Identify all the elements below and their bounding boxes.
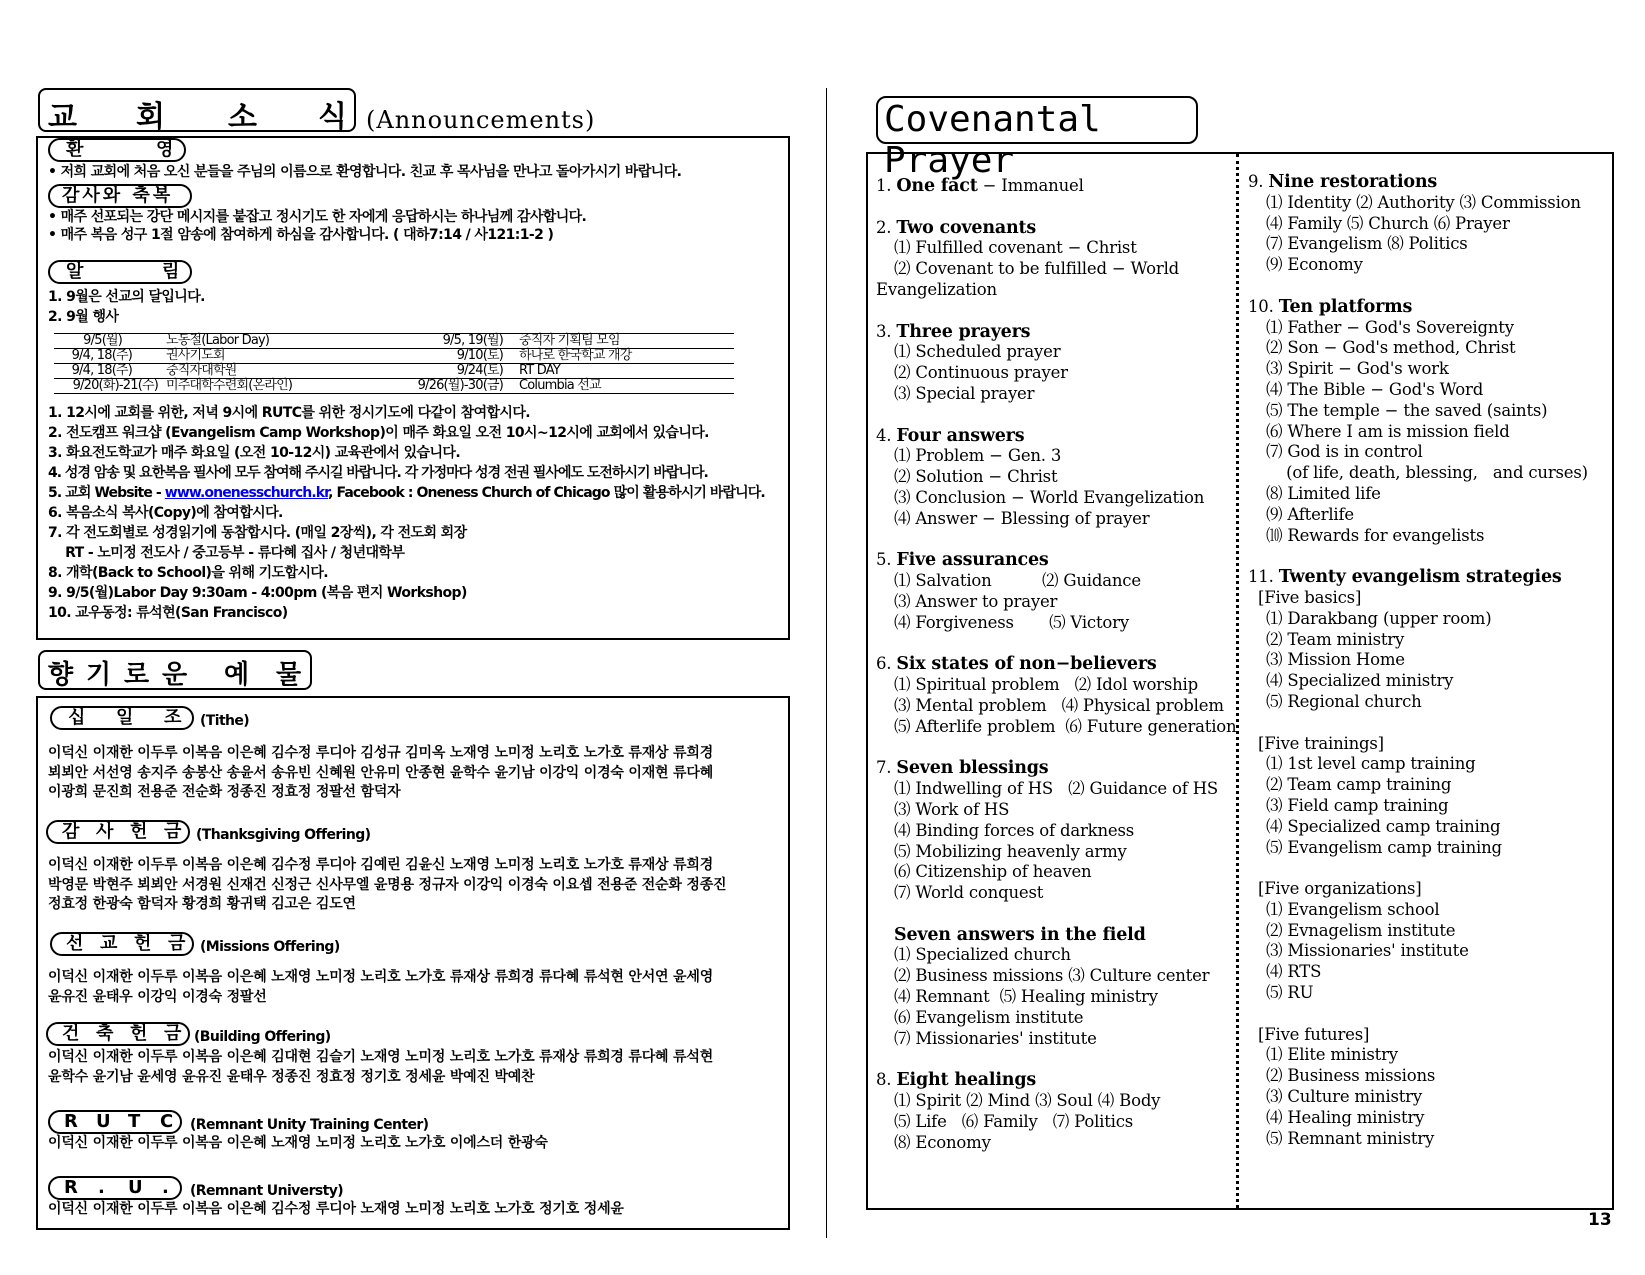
prayer-item: [Five futures] [1258,1024,1370,1044]
prayer-item: ⑺ Missionaries' institute [894,1028,1097,1048]
missions-en: (Missions Offering) [200,939,340,955]
table-row: 9/20(화)-21(수) 미주대학수련회(온라인) 9/26(월)-30(금) Columbia 선교 [54,379,734,394]
welcome-text: • 저희 교회에 처음 오신 분들을 주님의 이름으로 환영합니다. 친교 후 목사님을 만나고 돌아가시기 바랍니다. [48,164,682,180]
table-row: 9/4, 18(주) 권사기도회 9/10(토) 하나로 한국학교 개강 [54,349,734,364]
prayer-section-heading: 7. Seven blessings [876,758,1049,779]
prayer-item: ⑶ Work of HS [894,799,1010,819]
prayer-item: ⑶ Special prayer [894,383,1035,403]
prayer-item: ⑶ Culture ministry [1266,1087,1422,1107]
prayer-item: ⑼ Afterlife [1266,504,1354,524]
prayer-item: ⑸ Regional church [1266,691,1422,711]
prayer-item [1248,1004,1608,1025]
prayer-item: ⑵ Continuous prayer [894,363,1068,383]
prayer-section-heading: 5. Five assurances [876,550,1049,571]
prayer-item: ⑵ Son − God's method, Christ [1266,338,1516,358]
prayer-item: ⑶ Missionaries' institute [1266,941,1469,961]
page-number: 13 [1588,1210,1612,1230]
ru-names: 이덕신 이재한 이두루 이복음 이은혜 김수정 루디아 노재영 노미정 노리호 노가호 정기호 정세윤 [48,1201,624,1217]
prayer-item: ⑷ Specialized ministry [1266,671,1454,691]
tithe-names: 이덕신 이재한 이두루 이복음 이은혜 김수정 루디아 김성규 김미옥 노재영 노미정 노리호 노가호 류재상 류희경 뵈뵈안 서선영 송지주 송봉산 송윤서 송유빈 신혜원 안유미 안종현 윤학수 윤기남 이강익 이경숙 이재현 류다혜 이광희 문진희 전용준 전순화 정종진 정효정 정팔선 함덕자 [48,745,714,800]
prayer-item: ⑸ Remnant ministry [1266,1128,1435,1148]
rutc-label: R U T C [48,1110,182,1134]
prayer-item: ⑴ Scheduled prayer [894,342,1061,362]
rutc-names: 이덕신 이재한 이두루 이복음 이은혜 노재영 노미정 노리호 노가호 이에스더 한광숙 [48,1135,548,1151]
prayer-item: [Five organizations] [1258,879,1422,899]
prayer-item: ⑵ Evnagelism institute [1266,920,1456,940]
thanksgiving-names: 이덕신 이재한 이두루 이복음 이은혜 김수정 루디아 김예린 김윤신 노재영 노미정 노리호 노가호 류재상 류희경 박영문 박현주 뵈뵈안 서경원 신재건 신정근 신사무엘 윤명용 정규자 이강익 이경숙 이요셉 전용준 전순화 정종진 정효정 한광숙 함덕자 황경희 황귀택 김고은 김도연 [48,857,727,912]
prayer-item: ⑷ Forgiveness ⑸ Victory [894,612,1129,632]
prayer-item: ⑴ Father − God's Sovereignty [1266,317,1514,337]
prayer-item: ⑷ Binding forces of darkness [894,820,1134,840]
tithe-label: 십 일 조 [50,706,194,730]
notice-item: 7. 각 전도회별로 성경읽기에 동참합시다. (매일 2장씩), 각 전도회 회장 [48,525,467,541]
covenantal-prayer-title-box [876,96,1198,181]
prayer-item: ⑴ Problem − Gen. 3 [894,446,1062,466]
prayer-item: ⑵ Covenant to be fulfilled − World [894,259,1180,279]
prayer-section-heading: 10. Ten platforms [1248,296,1413,317]
offering-title-box: 향 기 로 운 예 물 [38,650,312,690]
prayer-item: ⑷ Family ⑸ Church ⑹ Prayer [1266,213,1510,233]
prayer-item: ⑵ Business missions [1266,1066,1436,1086]
prayer-item: ⑷ Specialized camp training [1266,816,1501,836]
title-char: 식 [318,100,347,135]
prayer-item: ⑶ Conclusion − World Evangelization [894,487,1205,507]
prayer-item: ⑶ Mental problem ⑷ Physical problem [894,695,1224,715]
prayer-item: ⑸ Mobilizing heavenly army [894,841,1127,861]
missions-names: 이덕신 이재한 이두루 이복음 이은혜 노재영 노미정 노리호 노가호 류재상 류희경 류다혜 류석현 안서연 윤세영 윤유진 윤태우 이강익 이경숙 정팔선 [48,969,714,1005]
prayer-item [1248,713,1608,734]
prayer-item: ⑸ Life ⑹ Family ⑺ Politics [894,1111,1134,1131]
notice-item: 1. 12시에 교회를 위한, 저녁 9시에 RUTC를 위한 정시기도에 다같이 참여합시다. [48,405,530,421]
building-names: 이덕신 이재한 이두루 이복음 이은혜 김대현 김슬기 노재영 노미정 노리호 노가호 류재상 류희경 류다혜 류석현 윤학수 윤기남 윤세영 윤유진 윤태우 정종진 정효정 정기호 정세윤 박예진 박예찬 [48,1049,714,1085]
prayer-item: ⑵ Team ministry [1266,629,1405,649]
website-link[interactable]: www.onenesschurch.kr [164,485,329,501]
prayer-section-heading: 6. Six states of non−believers [876,654,1157,675]
prayer-item: ⑸ Afterlife problem ⑹ Future generation [894,716,1237,736]
rutc-en: (Remnant Unity Training Center) [190,1117,429,1133]
table-row: 9/4, 18(주) 중직자대학원 9/24(토) RT DAY [54,364,734,379]
prayer-item: ⑸ RU [1266,983,1314,1003]
prayer-item: ⑷ RTS [1266,962,1322,982]
prayer-item: ⑴ Spirit ⑵ Mind ⑶ Soul ⑷ Body [894,1091,1161,1111]
page-fold-divider [826,88,827,1238]
notice-item: 10. 교우동정: 류석현(San Francisco) [48,605,288,621]
prayer-item: ⑴ Salvation ⑵ Guidance [894,571,1141,591]
prayer-item: ⑷ The Bible − God's Word [1266,379,1484,399]
prayer-item: ⑹ Where I am is mission field [1266,421,1510,441]
title-char: 소 [228,100,257,135]
prayer-column-right [1248,172,1608,1149]
prayer-item: ⑻ Limited life [1266,483,1381,503]
prayer-item: ⑷ Remnant ⑸ Healing ministry [894,987,1158,1007]
prayer-item: ⑴ Elite ministry [1266,1045,1398,1065]
prayer-item: ⑴ Fulfilled covenant − Christ [894,238,1137,258]
prayer-item: (of life, death, blessing, and curses) [1266,463,1588,483]
notice-item-website: 5. 교회 Website - www.onenesschurch.kr, Facebook : Oneness Church of Chicago 많이 활용하시기 바랍니다. [48,485,765,501]
prayer-column-left [876,176,1237,1153]
tithe-en: (Tithe) [200,713,250,729]
table-row: 9/5(월) 노동절(Labor Day) 9/5, 19(월) 중직자 기획팀 모임 [54,334,734,349]
prayer-section-heading: 8. Eight healings [876,1070,1037,1091]
notice-item: 3. 화요전도학교가 매주 화요일 (오전 10-12시) 교육관에서 있습니다. [48,445,461,461]
announcements-title-box [38,88,356,135]
notice-item: 2. 전도캠프 워크샵 (Evangelism Camp Workshop)이 매주 화요일 오전 10시~12시에 교회에서 있습니다. [48,425,709,441]
ru-en: (Remnant Universty) [190,1183,344,1199]
thanksgiving-label: 감 사 헌 금 [46,820,190,844]
prayer-section-heading: 4. Four answers [876,425,1025,446]
prayer-item: ⑴ Specialized church [894,945,1071,965]
prayer-section-heading: 2. Two covenants [876,217,1037,238]
prayer-item: ⑵ Team camp training [1266,775,1452,795]
prayer-item: ⑷ Answer − Blessing of prayer [894,508,1150,528]
column-dotted-divider [1236,154,1239,1208]
events-table [54,333,734,394]
prayer-section-heading: Seven answers in the field [894,924,1146,945]
prayer-item: ⑼ Economy [1266,255,1363,275]
prayer-item: ⑵ Solution − Christ [894,467,1058,487]
prayer-item: ⑴ 1st level camp training [1266,754,1476,774]
prayer-item: ⑶ Mission Home [1266,650,1405,670]
thanks-label: 감사와 축복 [48,184,192,208]
ru-label: R . U . [48,1176,182,1200]
prayer-item: ⑹ Citizenship of heaven [894,862,1092,882]
prayer-item [1248,858,1608,879]
thanks-line: • 매주 선포되는 강단 메시지를 붙잡고 정시기도 한 자에게 응답하시는 하나님께 감사합니다. [48,209,587,225]
prayer-item: ⑴ Identity ⑵ Authority ⑶ Commission [1266,192,1581,212]
prayer-item: ⑴ Spiritual problem ⑵ Idol worship [894,675,1198,695]
title-char: 교 [48,100,77,135]
prayer-item: ⑴ Indwelling of HS ⑵ Guidance of HS [894,779,1219,799]
building-en: (Building Offering) [194,1029,331,1045]
announcements-subtitle: (Announcements) [366,106,596,134]
notice-label: 알 림 [48,260,192,284]
title-char: 회 [136,100,165,135]
prayer-item: ⑶ Answer to prayer [894,591,1058,611]
prayer-item: ⑴ Darakbang (upper room) [1266,608,1492,628]
notice-item: 9. 9/5(월)Labor Day 9:30am - 4:00pm (복음 편지 Workshop) [48,585,467,601]
prayer-item: ⑶ Spirit − God's work [1266,359,1449,379]
thanksgiving-en: (Thanksgiving Offering) [196,827,371,843]
notice-item: RT - 노미정 전도사 / 중고등부 - 류다혜 집사 / 청년대학부 [48,545,405,561]
prayer-item: ⑺ Evangelism ⑻ Politics [1266,234,1468,254]
notice-line: 2. 9월 행사 [48,309,119,325]
notice-item: 8. 개학(Back to School)을 위해 기도합시다. [48,565,329,581]
prayer-item: [Five basics] [1258,587,1362,607]
prayer-item-continuation: Evangelization [876,279,997,299]
prayer-item: ⑹ Evangelism institute [894,1007,1084,1027]
notice-item: 4. 성경 암송 및 요한복음 필사에 모두 참여해 주시길 바랍니다. 각 가정마다 성경 전권 필사에도 도전하시기 바랍니다. [48,465,708,481]
covenantal-prayer-title: Covenantal Prayer [884,99,1101,181]
prayer-item: ⑷ Healing ministry [1266,1107,1425,1127]
prayer-item: ⑺ God is in control [1266,442,1423,462]
prayer-section-heading: 3. Three prayers [876,321,1031,342]
prayer-item: ⑻ Economy [894,1132,991,1152]
prayer-item: ⑺ World conquest [894,883,1044,903]
prayer-item: ⑵ Business missions ⑶ Culture center [894,966,1210,986]
thanks-line: • 매주 복음 성구 1절 암송에 참여하게 하심을 감사합니다. ( 대하7:14 / 사121:1-2 ) [48,227,554,243]
notice-line: 1. 9월은 선교의 달입니다. [48,289,205,305]
notice-item: 6. 복음소식 복사(Copy)에 참여합시다. [48,505,283,521]
prayer-item: ⑸ The temple − the saved (saints) [1266,400,1548,420]
prayer-item: ⑽ Rewards for evangelists [1266,525,1485,545]
prayer-item: ⑴ Evangelism school [1266,899,1440,919]
prayer-section-heading: 9. Nine restorations [1248,172,1438,192]
welcome-label: 환 영 [48,138,186,162]
building-label: 건 축 헌 금 [46,1022,190,1046]
prayer-section-heading: 1. One fact − Immanuel [876,176,1084,196]
prayer-item: [Five trainings] [1258,733,1384,753]
prayer-item: ⑶ Field camp training [1266,795,1449,815]
prayer-item: ⑸ Evangelism camp training [1266,837,1502,857]
prayer-section-heading: 11. Twenty evangelism strategies [1248,567,1562,588]
missions-label: 선 교 헌 금 [50,932,194,956]
